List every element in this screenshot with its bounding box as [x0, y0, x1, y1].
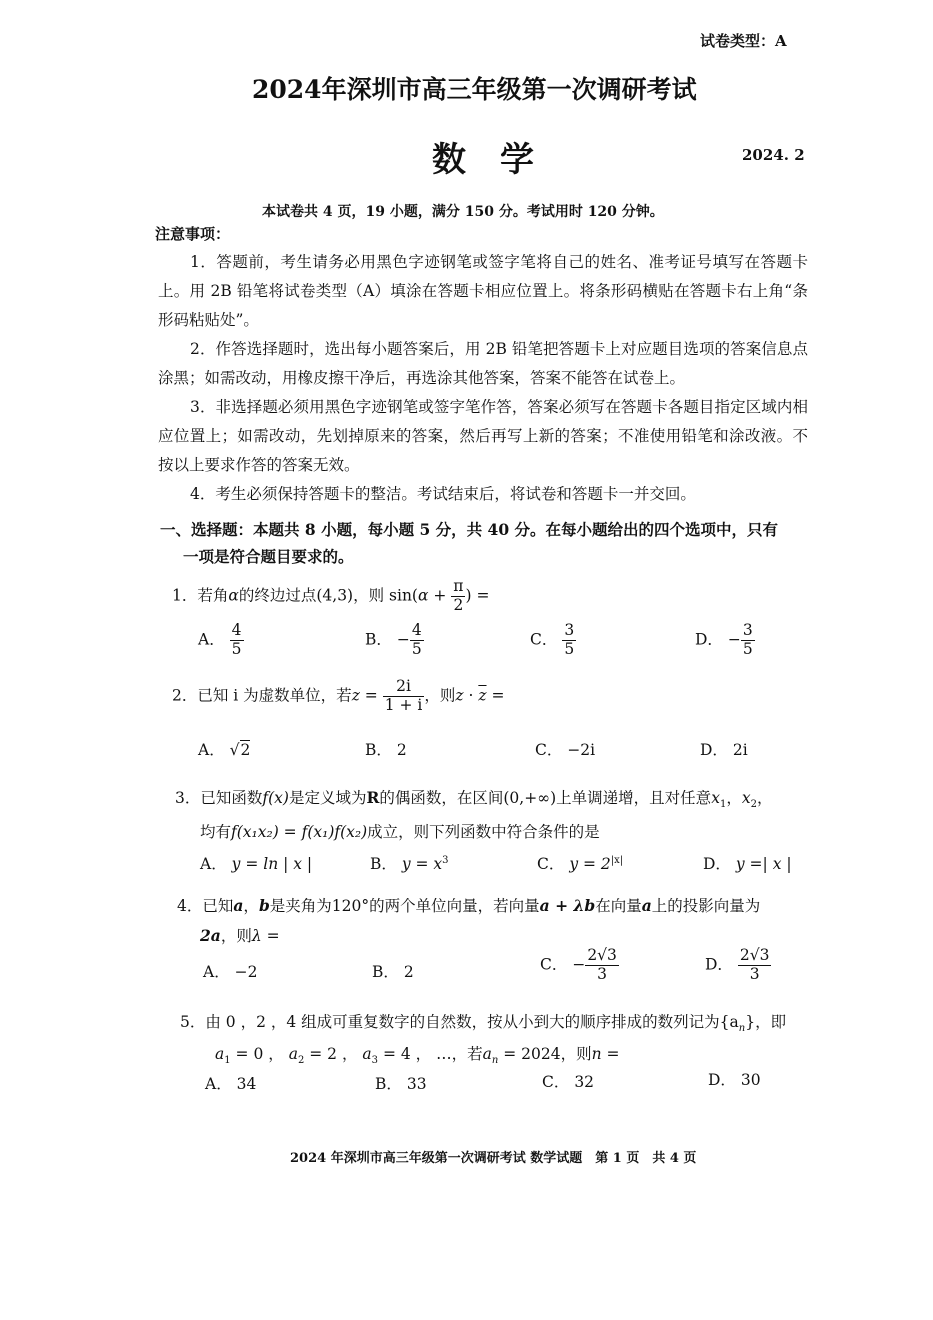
q3-option-c: C． $y = 2^{|x|}$: [537, 854, 624, 873]
q3-option-b: B． $y = x^3$: [370, 854, 449, 873]
note-item-2: 2．作答选择题时，选出每小题答案后，用 2B 铅笔把答题卡上对应题目选项的答案信息点涂黑；如需改动，用橡皮擦干净后，再选涂其他答案，答案不能答在试卷上。: [158, 340, 808, 387]
q5-option-c: C． 32: [542, 1073, 595, 1091]
q2-option-b: B． 2: [365, 741, 407, 759]
question-4-line1: 4．已知a，b是夹角为120°的两个单位向量，若向量a + λb在向量a上的投影向量为: [177, 896, 761, 915]
q2-option-c: C． −2i: [535, 741, 596, 759]
exam-date: 2024. 2: [742, 146, 805, 164]
q4-option-a: A． −2: [203, 963, 258, 981]
q4-option-c: C． − $\frac{2√3}{3}$: [540, 946, 617, 983]
q2-option-d: D． 2i: [700, 741, 748, 759]
note-item-3: 3．非选择题必须用黑色字迹钢笔或签字笔作答，答案必须写在答题卡各题目指定区域内相应位置上；如需改动，先划掉原来的答案，然后再写上新的答案；不准使用铅笔和涂改液。不按以上要求作答的答案无效。: [158, 398, 808, 474]
exam-summary: 本试卷共 4 页，19 小题，满分 150 分。考试用时 120 分钟。: [262, 204, 664, 220]
question-2-stem: 2．已知 i 为虚数单位，若z = $\frac{2i}{1 + i}$ ，则$z \cdot \overline{z}$ =: [172, 677, 505, 714]
q5-option-d: D． 30: [708, 1071, 761, 1089]
q3-option-a: A． y = ln | x |: [200, 855, 313, 873]
question-3-line1: 3．已知函数f(x)是定义域为R的偶函数，在区间(0,+∞)上单调递增，且对任意$x_1$，$x_2$，: [175, 788, 773, 811]
section1-heading-line2: 一项是符合题目要求的。: [183, 547, 354, 566]
note-item-4: 4．考生必须保持答题卡的整洁。考试结束后，将试卷和答题卡一并交回。: [190, 485, 696, 503]
q1-option-c: C． $\frac{3}{5}$: [530, 621, 575, 658]
q4-option-d: D． $\frac{2√3}{3}$: [705, 946, 770, 983]
q4-option-b: B． 2: [372, 963, 414, 981]
question-1-stem: 1．若角α的终边过点(4,3)，则 sin(α + $\frac{\pi}{2}$ ) =: [172, 577, 490, 614]
q1-option-d: D． − $\frac{3}{5}$: [695, 621, 753, 658]
question-5-line2: $a_1 = 0$ ， $a_2 = 2$ ， $a_3 = 4$ ， …，若$a_n = 2024$，则n =: [215, 1045, 620, 1067]
paper-type-label: 试卷类型：A: [700, 32, 787, 50]
q1-option-b: B． − $\frac{4}{5}$: [365, 621, 422, 658]
question-4-line2: 2a，则λ =: [200, 926, 280, 945]
question-5-line1: 5．由 0 ，2 ，4 组成可重复数字的自然数，按从小到大的顺序排成的数列记为$\{a_n\}$，即: [180, 1013, 787, 1035]
q5-option-a: A． 34: [205, 1075, 257, 1093]
question-3-line2: 均有f(x₁x₂) = f(x₁)f(x₂)成立，则下列函数中符合条件的是: [200, 823, 600, 841]
subject-title: 数 学: [432, 140, 534, 180]
exam-title: 2024年深圳市高三年级第一次调研考试: [252, 75, 697, 104]
section1-heading-line1: 一、选择题：本题共 8 小题，每小题 5 分，共 40 分。在每小题给出的四个选项中，只有: [160, 520, 779, 539]
notes-heading: 注意事项：: [155, 225, 231, 243]
q3-option-d: D． y =| x |: [703, 855, 792, 873]
q5-option-b: B． 33: [375, 1075, 427, 1093]
q1-option-a: A． $\frac{4}{5}$: [198, 621, 242, 658]
page-footer: 2024 年深圳市高三年级第一次调研考试 数学试题 第 1 页 共 4 页: [290, 1151, 697, 1166]
q2-option-a: A． √2: [198, 741, 251, 759]
note-item-1: 1．答题前，考生请务必用黑色字迹钢笔或签字笔将自己的姓名、准考证号填写在答题卡上。用 2B 铅笔将试卷类型（A）填涂在答题卡相应位置上。将条形码横贴在答题卡右上角“条形码粘贴处”。: [158, 253, 808, 329]
